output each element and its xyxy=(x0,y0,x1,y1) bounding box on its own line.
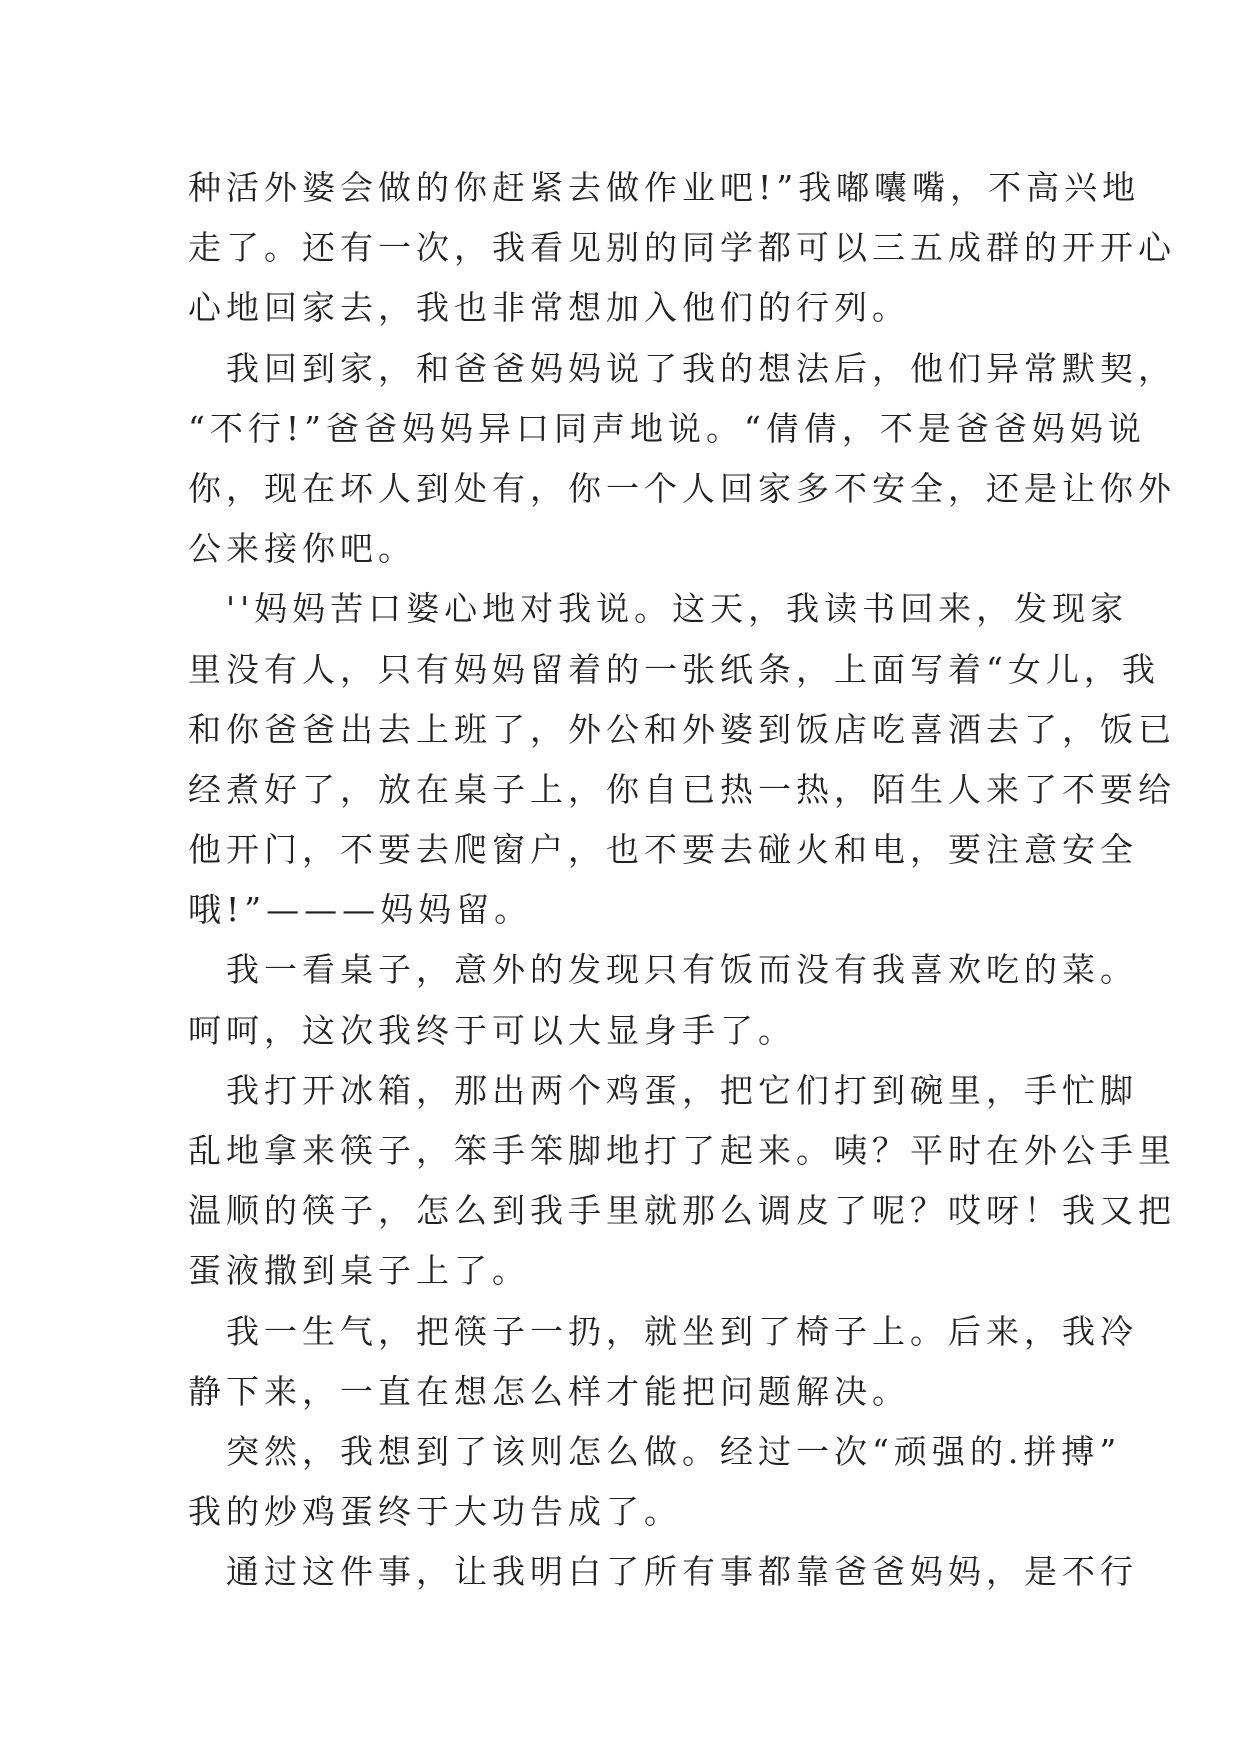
text-line: 我的炒鸡蛋终于大功告成了。 xyxy=(188,1492,682,1532)
text-line: 通过这件事，让我明白了所有事都靠爸爸妈妈，是不行 xyxy=(188,1552,1138,1592)
text-line: 走了。还有一次，我看见别的同学都可以三五成群的开开心 xyxy=(188,228,1176,268)
text-line: ''妈妈苦口婆心地对我说。这天，我读书回来，发现家 xyxy=(188,589,1129,629)
text-line: 我一看桌子，意外的发现只有饭而没有我喜欢吃的菜。 xyxy=(188,950,1138,990)
text-line: 心地回家去，我也非常想加入他们的行列。 xyxy=(188,288,910,328)
text-line: 突然，我想到了该则怎么做。经过一次“顽强的.拼搏” xyxy=(188,1431,1122,1471)
text-line: 温顺的筷子，怎么到我手里就那么调皮了呢？哎呀！我又把 xyxy=(188,1191,1176,1231)
text-line: 公来接你吧。 xyxy=(188,529,416,569)
text-line: 我一生气，把筷子一扔，就坐到了椅子上。后来，我冷 xyxy=(188,1311,1138,1351)
text-line: 他开门，不要去爬窗户，也不要去碰火和电，要注意安全 xyxy=(188,830,1138,870)
text-line: 乱地拿来筷子，笨手笨脚地打了起来。咦？平时在外公手里 xyxy=(188,1131,1176,1170)
text-line: 里没有人，只有妈妈留着的一张纸条，上面写着“女儿，我 xyxy=(188,649,1160,689)
text-line: “不行!”爸爸妈妈异口同声地说。“倩倩，不是爸爸妈妈说 xyxy=(188,408,1146,448)
text-line: 我打开冰箱，那出两个鸡蛋，把它们打到碗里，手忙脚 xyxy=(188,1070,1138,1110)
text-line: 你，现在坏人到处有，你一个人回家多不安全，还是让你外 xyxy=(188,468,1176,508)
text-line: 蛋液撒到桌子上了。 xyxy=(188,1251,530,1291)
text-line: 哦!”———妈妈留。 xyxy=(188,890,533,930)
text-line: 我回到家，和爸爸妈妈说了我的想法后，他们异常默契， xyxy=(188,348,1176,388)
text-line: 静下来，一直在想怎么样才能把问题解决。 xyxy=(188,1371,910,1411)
text-line: 经煮好了，放在桌子上，你自已热一热，陌生人来了不要给 xyxy=(188,769,1176,809)
body-text xyxy=(188,158,1176,1603)
text-line: 和你爸爸出去上班了，外公和外婆到饭店吃喜酒去了，饭已 xyxy=(188,709,1176,749)
text-line: 呵呵，这次我终于可以大显身手了。 xyxy=(188,1010,796,1050)
text-line: 种活外婆会做的你赶紧去做作业吧!”我嘟囔嘴，不高兴地 xyxy=(188,168,1141,207)
